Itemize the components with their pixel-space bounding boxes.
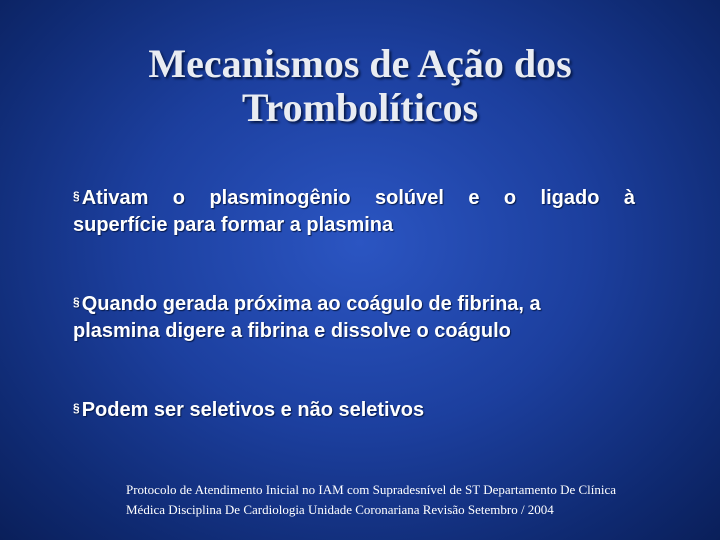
bullet-item-3 [73,395,635,424]
bullet-marker-icon: § [73,295,80,309]
footer-line-2: Médica Disciplina De Cardiologia Unidade Coronariana Revisão Setembro / 2004 [126,502,554,517]
bullet-1-first-line [73,183,635,212]
bullet-2-text-line-1: Quando gerada próxima ao coágulo de fibrina, a [81,293,541,315]
bullet-3-text: Podem ser seletivos e não seletivos [81,399,425,421]
slide-title-line-2: Trombolíticos [241,85,479,130]
bullet-item-2 [73,289,635,345]
bullet-marker-icon: § [73,401,80,415]
footer-line-1: Protocolo de Atendimento Inicial no IAM com Supradesnível de ST Departamento De Clínica [126,482,617,497]
bullet-1-text-line-2: superfície para formar a plasmina [73,214,394,236]
bullet-1-text-line-1: Ativam o plasminogênio solúvel e o ligado à [81,187,635,209]
bullet-2-text-line-2: plasmina digere a fibrina e dissolve o coágulo [73,320,511,342]
slide-footer-citation [126,480,720,520]
bullet-marker-icon: § [73,189,80,203]
slide-title [60,42,660,130]
slide-title-line-1: Mecanismos de Ação dos [148,41,572,86]
bullet-item-1 [73,183,635,239]
